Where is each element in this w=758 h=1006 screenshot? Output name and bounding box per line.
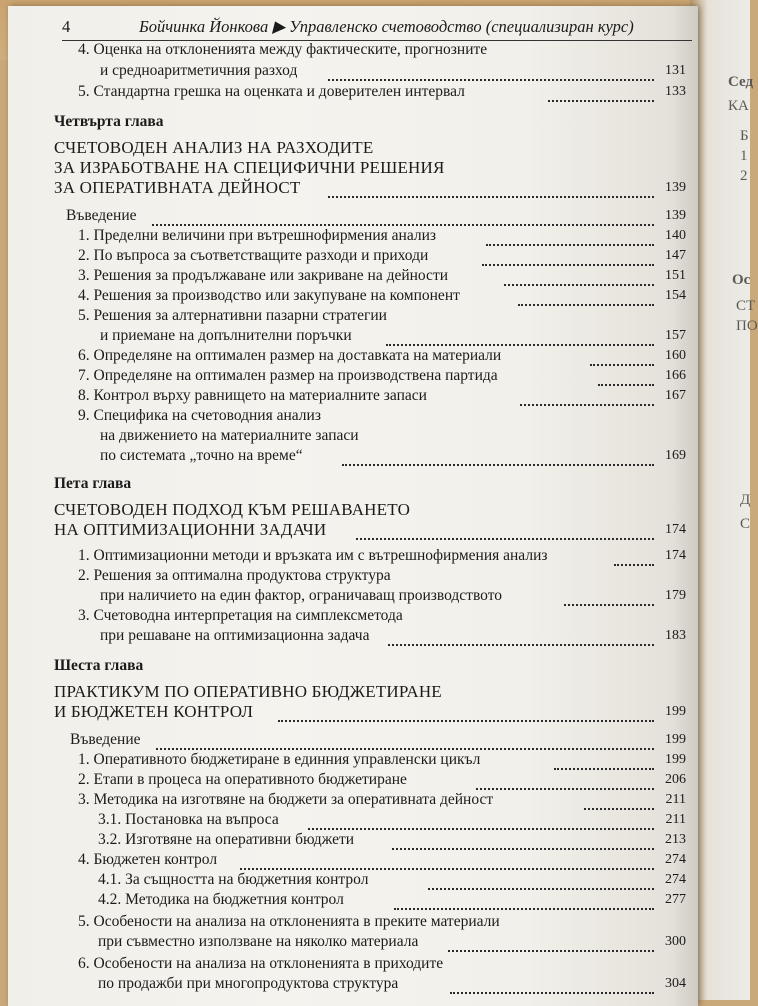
toc-entry-text: 2. Решения за оптимална продуктова структура — [78, 567, 391, 584]
toc-page-number: 174 — [665, 548, 686, 563]
toc-entry — [54, 606, 686, 626]
toc-entry-text: 2. По въпроса за съответстващите разходи и приходи — [78, 247, 429, 264]
toc-entry — [54, 346, 686, 366]
toc-page-number: 211 — [665, 812, 686, 827]
toc-page-number: 199 — [665, 732, 686, 747]
toc-entry-text: 2. Етапи в процеса на оперативното бюджетиране — [78, 771, 407, 788]
toc-page-number: 151 — [665, 268, 686, 283]
toc-entry — [54, 870, 686, 890]
toc-entry-text: и средноаритметичния разход — [100, 62, 298, 79]
chapter-5-label: Пета глава — [54, 475, 132, 492]
chapter-title-line — [54, 178, 686, 198]
toc-page-number: 199 — [665, 704, 686, 719]
page-number: 4 — [62, 17, 71, 36]
toc-entry-text: при решаване на оптимизационна задача — [100, 627, 370, 644]
toc-entry — [54, 810, 686, 830]
toc-entry-text: 3. Методика на изготвяне на бюджети за оперативната дейност — [78, 791, 494, 808]
adjacent-fragment: Ос — [732, 272, 751, 288]
chapter-5-title: НА ОПТИМИЗАЦИОННИ ЗАДАЧИ — [54, 520, 327, 539]
toc-entry-text: 4. Решения за производство или закупуване на компонент — [78, 287, 460, 304]
adjacent-fragment: Сед — [728, 74, 754, 90]
adjacent-fragment: КА — [728, 98, 749, 114]
toc-page-number: 160 — [665, 348, 686, 363]
toc-entry — [54, 406, 686, 426]
toc-entry — [54, 932, 686, 952]
toc-page-number: 139 — [665, 208, 686, 223]
toc-entry-text: 4. Оценка на отклоненията между фактическите, прогнозните — [78, 41, 488, 58]
toc-entry-text: 6. Определяне на оптимален размер на доставката на материали — [78, 347, 502, 364]
toc-entry-text: 5. Стандартна грешка на оценката и доверителен интервал — [78, 83, 465, 100]
chapter-4-title: ЗА ОПЕРАТИВНАТА ДЕЙНОСТ — [54, 178, 301, 197]
chapter-4-title: СЧЕТОВОДЕН АНАЛИЗ НА РАЗХОДИТЕ — [54, 138, 374, 157]
toc-entry — [54, 850, 686, 870]
toc-entry — [54, 226, 686, 246]
toc-entry — [54, 770, 686, 790]
chapter-4-label: Четвърта глава — [54, 113, 164, 130]
toc-page-number: 183 — [665, 628, 686, 643]
chapter-6-title: ПРАКТИКУМ ПО ОПЕРАТИВНО БЮДЖЕТИРАНЕ — [54, 682, 442, 701]
toc-entry-text: 3. Счетоводна интерпретация на симплексметода — [78, 607, 403, 624]
adjacent-fragment: Д — [740, 492, 751, 508]
toc-entry-text: по продажби при многопродуктова структура — [98, 975, 399, 992]
toc-entry — [54, 386, 686, 406]
adjacent-fragment: 2 — [740, 168, 748, 184]
toc-entry-text: Въведение — [70, 731, 141, 748]
toc-entry — [54, 586, 686, 606]
chapter-title-line — [54, 702, 686, 722]
toc-page-number: 206 — [665, 772, 686, 787]
toc-page-number: 304 — [665, 976, 686, 991]
toc-page-number: 211 — [665, 792, 686, 807]
toc-page-number: 133 — [665, 84, 686, 99]
toc-entry-text: 6. Особености на анализа на отклоненията в приходите — [78, 955, 444, 972]
toc-entry-text: 5. Особености на анализа на отклоненията в преките материали — [78, 913, 500, 930]
toc-entry — [54, 61, 686, 81]
toc-entry-text: 3.1. Постановка на въпроса — [98, 811, 279, 828]
chapter-4-title: ЗА ИЗРАБОТВАНЕ НА СПЕЦИФИЧНИ РЕШЕНИЯ — [54, 158, 445, 177]
adjacent-fragment: ПО — [736, 318, 758, 334]
running-header — [62, 14, 692, 41]
toc-page-number: 169 — [665, 448, 686, 463]
toc-entry — [54, 730, 686, 750]
toc-entry — [54, 566, 686, 586]
toc-entry — [54, 266, 686, 286]
toc-entry — [54, 790, 686, 810]
toc-entry-text: Въведение — [66, 207, 137, 224]
toc-page-number: 199 — [665, 752, 686, 767]
toc-entry — [54, 286, 686, 306]
toc-page-number: 274 — [665, 872, 686, 887]
toc-entry-text: 3.2. Изготвяне на оперативни бюджети — [98, 831, 355, 848]
toc-page-number: 157 — [665, 328, 686, 343]
chapter-6-label: Шеста глава — [54, 657, 144, 674]
toc-page-number: 179 — [665, 588, 686, 603]
adjacent-fragment: 1 — [740, 148, 748, 164]
toc-entry — [54, 890, 686, 910]
toc-entry-text: при наличието на един фактор, ограничаващ производството — [100, 587, 503, 604]
toc-entry-text: 4. Бюджетен контрол — [78, 851, 218, 868]
toc-entry — [54, 426, 686, 446]
toc-entry — [54, 912, 686, 932]
toc-entry-text: 1. Пределни величини при вътрешнофирмения анализ — [78, 227, 436, 244]
toc-page-number: 140 — [665, 228, 686, 243]
toc-page-number: 300 — [665, 934, 686, 949]
toc-entry-text: 3. Решения за продължаване или закриване на дейности — [78, 267, 449, 284]
toc-entry-text: 1. Оптимизационни методи и връзката им с вътрешнофирмения анализ — [78, 547, 548, 564]
toc-page-number: 131 — [665, 63, 686, 78]
toc-entry — [54, 82, 686, 102]
toc-entry-text: и приемане на допълнителни поръчки — [100, 327, 352, 344]
toc-entry-text: 4.1. За същността на бюджетния контрол — [98, 871, 369, 888]
toc-entry-text: 7. Определяне на оптимален размер на производствена партида — [78, 367, 498, 384]
toc-entry — [54, 206, 686, 226]
chapter-5-title: СЧЕТОВОДЕН ПОДХОД КЪМ РЕШАВАНЕТО — [54, 500, 411, 519]
chapter-6-title: И БЮДЖЕТЕН КОНТРОЛ — [54, 702, 254, 721]
toc-page-number: 277 — [665, 892, 686, 907]
toc-page-number: 213 — [665, 832, 686, 847]
toc-page-number: 154 — [665, 288, 686, 303]
toc-entry — [54, 974, 686, 994]
toc-page-number: 174 — [665, 522, 686, 537]
toc-page-number: 139 — [665, 180, 686, 195]
toc-entry — [54, 366, 686, 386]
running-title: Бойчинка Йонкова ▶ Управленско счетоводство (специализиран курс) — [139, 17, 634, 36]
adjacent-fragment: С — [740, 516, 751, 532]
toc-entry-text: 8. Контрол върху равнището на материалните запаси — [78, 387, 427, 404]
adjacent-fragment: Б — [740, 128, 749, 144]
toc-entry — [54, 626, 686, 646]
toc-entry — [54, 546, 686, 566]
toc-entry-text: 1. Оперативното бюджетиране в единния управленски цикъл — [78, 751, 481, 768]
toc-entry — [54, 306, 686, 326]
toc-entry — [54, 830, 686, 850]
toc-entry — [54, 40, 686, 60]
chapter-title-line — [54, 520, 686, 540]
toc-entry — [54, 750, 686, 770]
toc-entry-text: 9. Специфика на счетоводния анализ — [78, 407, 321, 424]
toc-entry-text: при съвместно използване на няколко материала — [98, 933, 419, 950]
toc-entry-text: 4.2. Методика на бюджетния контрол — [98, 891, 344, 908]
toc-entry — [54, 954, 686, 974]
toc-page-number: 167 — [665, 388, 686, 403]
toc-entry-text: по системата „точно на време“ — [100, 447, 303, 464]
toc-page-number: 147 — [665, 248, 686, 263]
toc-entry — [54, 446, 686, 466]
toc-entry-text: на движението на материалните запаси — [100, 427, 359, 444]
toc-page-number: 166 — [665, 368, 686, 383]
toc-entry — [54, 246, 686, 266]
toc-entry — [54, 326, 686, 346]
toc-page-number: 274 — [665, 852, 686, 867]
toc-entry-text: 5. Решения за алтернативни пазарни стратегии — [78, 307, 387, 324]
adjacent-fragment: СТ — [736, 298, 756, 314]
